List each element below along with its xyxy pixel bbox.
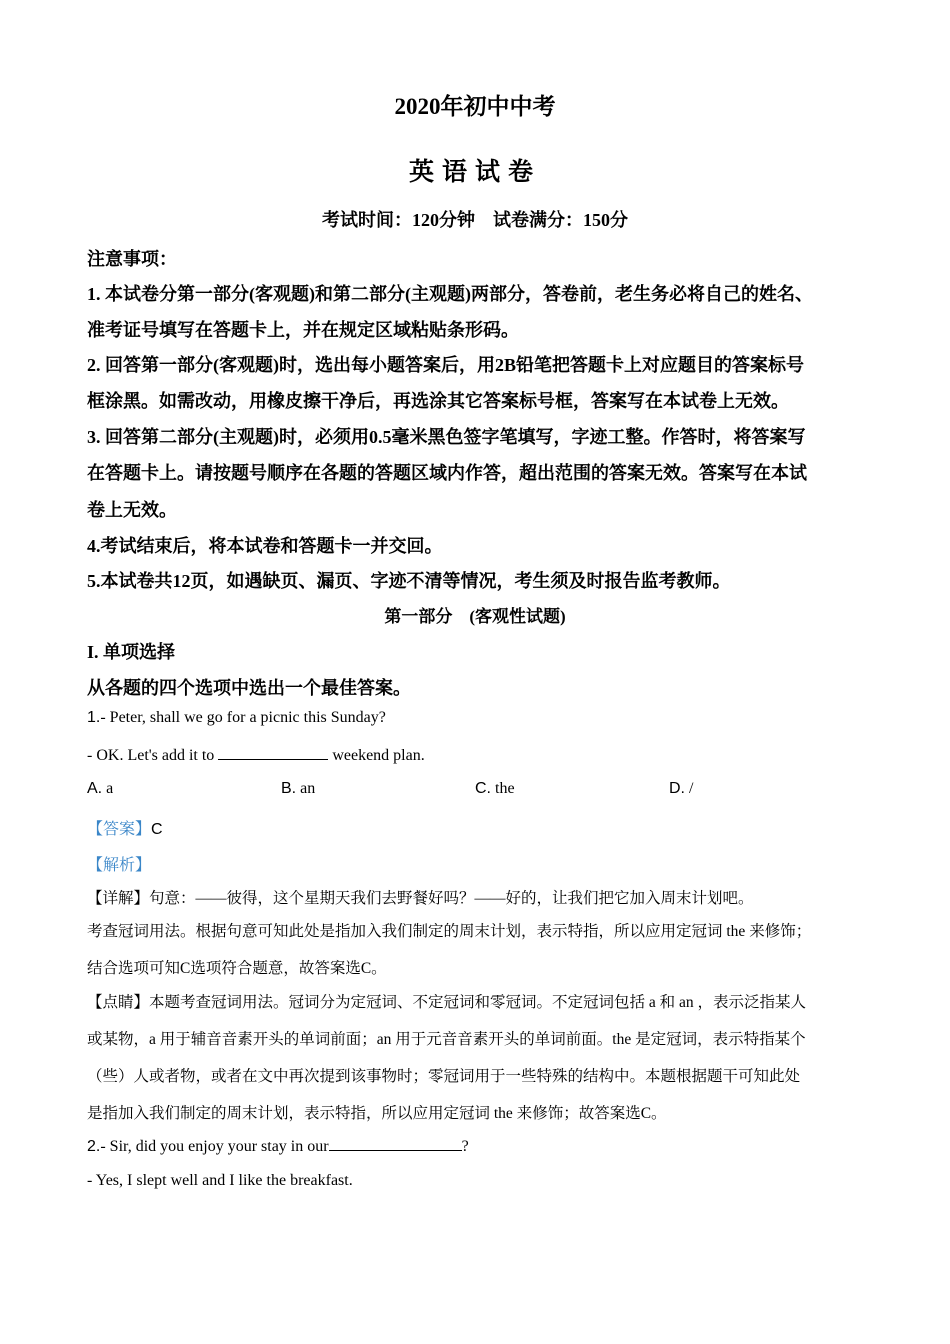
option-c: C. the (475, 780, 515, 797)
option-a: A. a (87, 780, 114, 797)
notice-line: 框涂黑。如需改动，用橡皮擦干净后，再选涂其它答案标号框，答案写在本试卷上无效。 (87, 391, 789, 411)
point-text: 本题考查冠词用法。冠词分为定冠词、不定冠词和零冠词。不定冠词包括 a 和 an ，表示泛指某人 (149, 994, 807, 1011)
section-instruction: 从各题的四个选项中选出一个最佳答案。 (87, 678, 411, 698)
notice-heading: 注意事项： (87, 249, 177, 269)
part-title: 第一部分 (客观性试题) (384, 607, 566, 626)
point-line: 或某物，a 用于辅音音素开头的单词前面；an 用于元音音素开头的单词前面。the 是定冠词，表示特指某个 (87, 1031, 806, 1048)
notice-line: 卷上无效。 (87, 500, 177, 520)
detail-label: 【详解】 (87, 890, 150, 907)
subject-title: 英语试卷 (408, 159, 541, 186)
question-text: ? (461, 1138, 469, 1155)
detail-line: 结合选项可知C选项符合题意，故答案选C。 (87, 960, 387, 977)
page-title: 2020年初中中考 (394, 94, 556, 119)
detail-line (87, 886, 754, 908)
question-text: - Peter, shall we go for a picnic this Sunday? (100, 709, 386, 726)
question-text: - Sir, did you enjoy your stay in our (100, 1138, 329, 1155)
point-label: 【点睛】 (87, 994, 150, 1011)
question-text: - OK. Let's add it to (87, 747, 219, 764)
answer-blank (329, 1136, 462, 1151)
notice-line: 3. 回答第二部分(主观题)时，必须用0.5毫米黑色签字笔填写，字迹工整。作答时，将答案写 (87, 427, 806, 447)
question-1-line2 (87, 745, 425, 765)
answer-blank (218, 745, 328, 760)
notice-line: 在答题卡上。请按题号顺序在各题的答题区域内作答，超出范围的答案无效。答案写在本试 (87, 463, 807, 483)
point-line (87, 990, 806, 1012)
question-2-line1 (87, 1136, 469, 1156)
analysis-label: 【解析】 (87, 857, 152, 874)
section-heading: I. 单项选择 (87, 642, 176, 662)
notice-line: 准考证号填写在答题卡上，并在规定区域粘贴条形码。 (87, 320, 519, 340)
question-1-line1 (87, 709, 386, 727)
question-number: 1. (87, 709, 101, 726)
question-2-line2: - Yes, I slept well and I like the breakfast. (87, 1172, 353, 1189)
question-number: 2. (87, 1138, 101, 1155)
notice-line: 5.本试卷共12页，如遇缺页、漏页、字迹不清等情况，考生须及时报告监考教师。 (87, 571, 731, 591)
point-line: （些）人或者物，或者在文中再次提到该事物时；零冠词用于一些特殊的结构中。本题根据题干可知此处 (87, 1068, 801, 1085)
notice-line: 2. 回答第一部分(客观题)时，选出每小题答案后，用2B铅笔把答题卡上对应题目的答案标号 (87, 355, 804, 375)
answer-value: C (151, 821, 163, 838)
answer-line (87, 816, 163, 839)
point-line: 是指加入我们制定的周末计划，表示特指，所以应用定冠词 the 来修饰；故答案选C。 (87, 1105, 667, 1122)
detail-text: 句意：——彼得，这个星期天我们去野餐好吗？——好的，让我们把它加入周末计划吧。 (149, 890, 754, 907)
detail-line: 考查冠词用法。根据句意可知此处是指加入我们制定的周末计划，表示特指，所以应用定冠词 the 来修饰； (87, 923, 812, 940)
option-b: B. an (281, 780, 316, 797)
question-text: weekend plan. (328, 747, 425, 764)
answer-label: 【答案】 (87, 821, 152, 838)
option-d: D. / (669, 780, 694, 797)
notice-line: 4.考试结束后，将本试卷和答题卡一并交回。 (87, 536, 443, 556)
exam-info: 考试时间：120分钟 试卷满分：150分 (322, 210, 628, 230)
notice-line: 1. 本试卷分第一部分(客观题)和第二部分(主观题)两部分，答卷前，老生务必将自己的姓名、 (87, 284, 813, 304)
